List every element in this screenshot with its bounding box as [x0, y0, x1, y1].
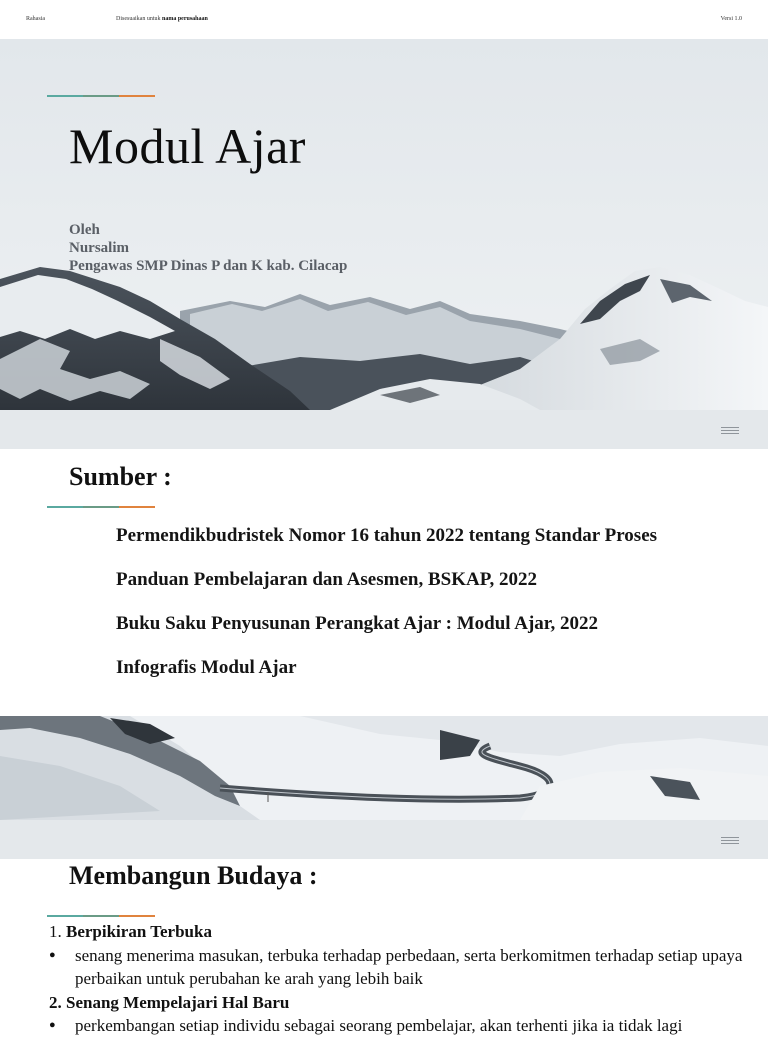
author-block: [69, 221, 347, 275]
document-header: [0, 0, 768, 39]
culture-heading: Membangun Budaya :: [69, 861, 318, 890]
section-divider-band: [0, 410, 768, 449]
document-title: Modul Ajar: [69, 118, 306, 174]
menu-lines-icon: [721, 837, 739, 846]
menu-lines-icon: [721, 427, 739, 436]
customized-for-label: [116, 16, 208, 22]
by-label: Oleh: [69, 222, 100, 238]
section-divider-band: [0, 820, 768, 859]
author-name: Nursalim: [69, 240, 129, 256]
list-item-number: 1.: [49, 922, 62, 941]
snowy-road-image: [0, 716, 768, 820]
sources-accent-line: [47, 506, 155, 508]
list-item-bullet: ● senang menerima masukan, terbuka terhadap perbedaan, serta berkomitmen terhadap setiap upaya perbaikan untuk perubahan ke arah yang lebih baik: [49, 944, 749, 991]
title-accent-line: [47, 95, 155, 97]
author-position: Pengawas SMP Dinas P dan K kab. Cilacap: [69, 258, 348, 274]
source-item: Buku Saku Penyusunan Perangkat Ajar : Modul Ajar, 2022: [116, 613, 598, 634]
custom-prefix: Disesuaikan untuk: [116, 16, 161, 22]
list-item: [49, 920, 749, 944]
list-item-title: 2. Senang Mempelajari Hal Baru: [49, 992, 290, 1012]
culture-accent-line: [47, 915, 155, 917]
company-name: nama perusahaan: [162, 16, 208, 22]
source-item: Infografis Modul Ajar: [116, 657, 297, 678]
source-item: Panduan Pembelajaran dan Asesmen, BSKAP, 2022: [116, 569, 538, 590]
sources-heading: Sumber :: [69, 462, 172, 491]
snowy-road-illustration: [0, 716, 768, 820]
cover-hero-image: [0, 39, 768, 410]
version-label: Versi 1.0: [720, 16, 742, 22]
source-item: Permendikbudristek Nomor 16 tahun 2022 tentang Standar Proses: [116, 525, 658, 546]
list-item-title: Berpikiran Terbuka: [66, 922, 212, 941]
culture-list: [49, 920, 749, 1038]
list-item-bullet: ● perkembangan setiap individu sebagai seorang pembelajar, akan terhenti jika ia tidak lagi: [49, 1014, 749, 1038]
confidential-label: Rahasia: [26, 16, 45, 22]
